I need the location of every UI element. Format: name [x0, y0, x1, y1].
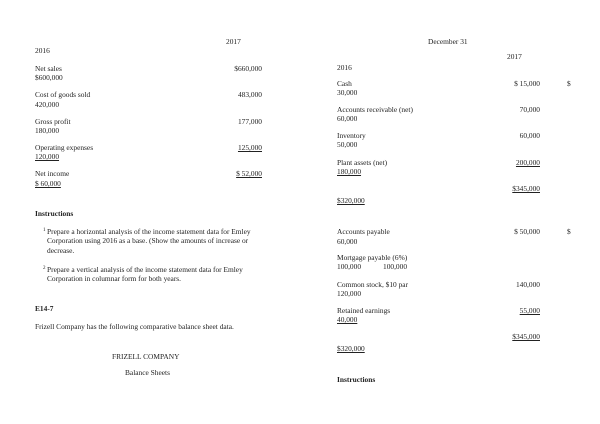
cogs-2017: 483,000 — [237, 90, 262, 99]
statement-name: Balance Sheets — [125, 368, 170, 377]
net-income-label: Net income — [35, 169, 70, 178]
total-liabilities-equity-2017: $345,000 — [512, 332, 540, 341]
balance-year-header-2016: 2016 — [337, 63, 352, 72]
total-assets-2017: $345,000 — [512, 184, 540, 193]
retained-earnings-label: Retained earnings — [337, 306, 391, 315]
operating-expenses-2016: 120,000 — [35, 152, 60, 161]
balance-date-header: December 31 — [428, 37, 468, 46]
accounts-receivable-2016: 60,000 — [337, 114, 358, 123]
company-name: FRIZELL COMPANY — [112, 352, 180, 361]
instruction-1-text: Prepare a horizontal analysis of the income statement data for Emley Corporation using 2016 as a base. (Show the amounts of increase or decrease. — [47, 227, 251, 255]
accounts-receivable-label: Accounts receivable (net) — [337, 105, 413, 114]
net-sales-2016: $600,000 — [35, 73, 63, 82]
accounts-payable-2017: $ 50,000 — [514, 227, 540, 236]
instruction-1-number: 1 — [43, 228, 46, 233]
exercise-text: Frizell Company has the following comparative balance sheet data. — [35, 322, 234, 331]
cash-2016: 30,000 — [337, 88, 358, 97]
total-assets-2016: $320,000 — [337, 196, 365, 205]
mortgage-payable-label: Mortgage payable (6%) — [337, 253, 408, 262]
accounts-payable-2016: 60,000 — [337, 237, 358, 246]
instructions-heading-right: Instructions — [337, 375, 376, 384]
net-income-2017: $ 52,000 — [236, 169, 262, 178]
gross-profit-2016: 180,000 — [35, 126, 60, 135]
plant-assets-2017: 200,000 — [515, 158, 540, 167]
accounts-receivable-2017: 70,000 — [519, 105, 540, 114]
cogs-2016: 420,000 — [35, 100, 60, 109]
cash-2016-dollar-sign: $ — [567, 79, 571, 88]
common-stock-2016: 120,000 — [337, 289, 362, 298]
income-year-header-2016: 2016 — [35, 46, 50, 55]
net-income-2016: $ 60,000 — [35, 179, 61, 188]
accounts-payable-label: Accounts payable — [337, 227, 390, 236]
retained-earnings-2016: 40,000 — [337, 315, 358, 324]
cogs-label: Cost of goods sold — [35, 90, 91, 99]
balance-year-header-2017: 2017 — [507, 52, 522, 61]
common-stock-label: Common stock, $10 par — [337, 280, 409, 289]
retained-earnings-2017: 55,000 — [519, 306, 540, 315]
gross-profit-label: Gross profit — [35, 117, 71, 126]
exercise-title: E14-7 — [35, 304, 54, 313]
inventory-2016: 50,000 — [337, 140, 358, 149]
operating-expenses-2017: 125,000 — [237, 143, 262, 152]
mortgage-payable-2016: 100,000 — [383, 262, 408, 271]
operating-expenses-label: Operating expenses — [35, 143, 94, 152]
total-liabilities-equity-2016: $320,000 — [337, 344, 365, 353]
plant-assets-label: Plant assets (net) — [337, 158, 388, 167]
cash-label: Cash — [337, 79, 352, 88]
instruction-2-text: Prepare a vertical analysis of the income statement data for Emley Corporation in columnar form for both years. — [47, 265, 243, 284]
mortgage-payable-2017: 100,000 — [337, 262, 362, 271]
common-stock-2017: 140,000 — [515, 280, 540, 289]
net-sales-label: Net sales — [35, 64, 62, 73]
instructions-heading-left: Instructions — [35, 209, 74, 218]
inventory-label: Inventory — [337, 131, 366, 140]
gross-profit-2017: 177,000 — [237, 117, 262, 126]
income-year-header-2017: 2017 — [226, 37, 241, 46]
plant-assets-2016: 180,000 — [337, 167, 362, 176]
net-sales-2017: $660,000 — [234, 64, 262, 73]
cash-2017: $ 15,000 — [514, 79, 540, 88]
instruction-2-number: 2 — [43, 266, 46, 271]
accounts-payable-2016-dollar-sign: $ — [567, 227, 571, 236]
inventory-2017: 60,000 — [519, 131, 540, 140]
